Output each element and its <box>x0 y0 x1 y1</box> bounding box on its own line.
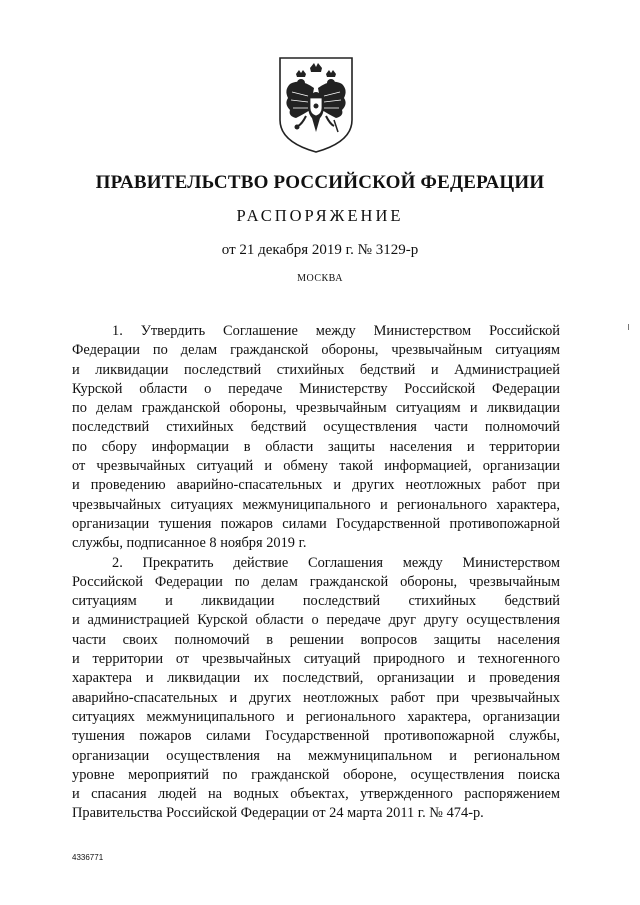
text-line: организации осуществления на межмуниципальном и региональном <box>72 747 560 764</box>
coat-of-arms-emblem <box>270 54 362 154</box>
text-line: службы, подписанное 8 ноября 2019 г. <box>72 535 307 552</box>
paragraph-1 <box>72 322 560 554</box>
text-line: Правительства Российской Федерации от 24 марта 2011 г. № 474-р. <box>72 805 484 822</box>
text-line: ситуациям и ликвидации последствий стихийных бедствий <box>72 593 560 610</box>
text-line: и территории от чрезвычайных ситуаций природного и техногенного <box>72 651 560 668</box>
text-line: Курской области о передаче Министерству Российской Федерации <box>72 380 560 397</box>
scan-margin-mark <box>628 324 629 330</box>
text-line: характера и ликвидации их последствий, организации и проведения <box>72 670 560 687</box>
government-title: ПРАВИТЕЛЬСТВО РОССИЙСКОЙ ФЕДЕРАЦИИ <box>95 172 545 193</box>
text-line: по сбору информации в области защиты населения и территории <box>72 438 560 455</box>
text-line: ситуациях межмуниципального и регионального характера, организации <box>72 708 560 725</box>
text-line: чрезвычайных ситуациях межмуниципального и регионального характера, <box>72 496 560 513</box>
text-line: последствий стихийных бедствий осуществления части полномочий <box>72 419 560 436</box>
document-city: МОСКВА <box>297 273 343 284</box>
text-line: Федерации по делам гражданской обороны, чрезвычайным ситуациям <box>72 342 560 359</box>
text-line: организации тушения пожаров силами Государственной противопожарной <box>72 515 560 532</box>
text-line: уровне мероприятий по гражданской обороне, осуществления поиска <box>72 766 560 783</box>
document-body <box>72 322 560 824</box>
document-date-number: от 21 декабря 2019 г. № 3129-р <box>221 242 419 258</box>
text-line: и администрацией Курской области о передаче друг другу осуществления <box>72 612 560 629</box>
text-line: и спасания людей на водных объектах, утвержденного распоряжением <box>72 786 560 803</box>
text-line: аварийно-спасательных и других неотложных работ при чрезвычайных <box>72 689 560 706</box>
text-line: 2. Прекратить действие Соглашения между Министерством <box>112 554 560 571</box>
document-type: РАСПОРЯЖЕНИЕ <box>236 206 404 225</box>
paragraph-2 <box>72 554 560 824</box>
text-line: и ликвидации последствий стихийных бедствий и Администрацией <box>72 361 560 378</box>
text-line: 1. Утвердить Соглашение между Министерством Российской <box>112 323 560 339</box>
text-line: от чрезвычайных ситуаций и обмену такой информацией, организации <box>72 458 560 475</box>
text-line: и проведению аварийно-спасательных и других неотложных работ при <box>72 477 560 494</box>
russian-coat-of-arms-icon <box>270 54 362 154</box>
text-line: части своих полномочий в решении вопросов защиты населения <box>72 631 560 648</box>
text-line: по делам гражданской обороны, чрезвычайным ситуациям и ликвидации <box>72 400 560 417</box>
text-line: тушения пожаров силами Государственной противопожарной службы, <box>72 728 560 745</box>
document-footer-code: 4336771 <box>72 853 104 862</box>
text-line: Российской Федерации по делам гражданской обороны, чрезвычайным <box>72 573 560 590</box>
